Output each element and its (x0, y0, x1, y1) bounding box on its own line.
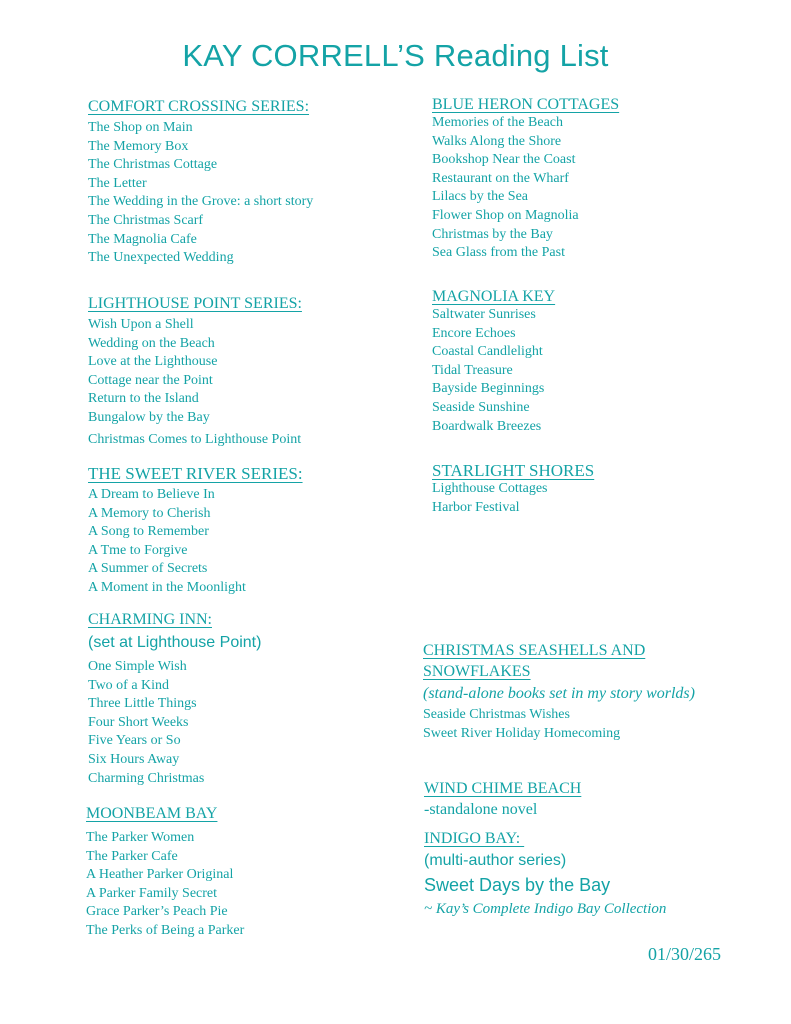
list-item: Grace Parker’s Peach Pie (86, 904, 228, 920)
list-item: Love at the Lighthouse (88, 354, 218, 370)
list-item: Bungalow by the Bay (88, 409, 210, 425)
list-item: The Magnolia Cafe (88, 231, 197, 247)
list-item: Christmas Comes to Lighthouse Point (88, 431, 302, 447)
list-item: Memories of the Beach (432, 115, 564, 130)
list-item: Christmas by the Bay (432, 226, 553, 242)
wind-chime-section (424, 779, 581, 825)
sweet-river-heading: THE SWEET RIVER SERIES: (88, 464, 303, 483)
list-item: One Simple Wish (88, 659, 187, 674)
list-item: A Song to Remember (88, 524, 209, 540)
magnolia-key-section (432, 287, 555, 436)
list-item: Seaside Christmas Wishes (423, 707, 570, 722)
comfort-crossing-list (88, 119, 313, 268)
date-stamp: 01/30/265 (648, 944, 722, 964)
list-item: Cottage near the Point (88, 372, 213, 388)
list-item: The Unexpected Wedding (88, 250, 234, 266)
indigo-bay-collection: ~ Kay’s Complete Indigo Bay Collection (424, 901, 667, 917)
list-item: Tidal Treasure (432, 362, 513, 378)
comfort-crossing-heading: COMFORT CROSSING SERIES: (88, 98, 310, 115)
wind-chime-note: -standalone novel (424, 801, 538, 818)
list-item: Charming Christmas (88, 770, 205, 786)
blue-heron-section (432, 95, 619, 263)
list-item: Saltwater Sunrises (432, 307, 536, 322)
list-item: The Wedding in the Grove: a short story (88, 194, 314, 210)
list-item: Return to the Island (88, 391, 199, 407)
starlight-shores-list (432, 480, 594, 517)
list-item: The Parker Cafe (86, 848, 178, 864)
christmas-seashells-heading-line2: SNOWFLAKES (423, 663, 531, 680)
christmas-seashells-list (423, 706, 743, 743)
list-item: Wedding on the Beach (88, 335, 215, 351)
blue-heron-list (432, 114, 619, 263)
list-item: A Tme to Forgive (88, 542, 188, 558)
list-item: Flower Shop on Magnolia (432, 207, 579, 223)
list-item: The Christmas Scarf (88, 212, 204, 228)
list-item: Sweet River Holiday Homecoming (423, 725, 621, 741)
list-item: Lilacs by the Sea (432, 189, 529, 205)
list-item: Three Little Things (88, 696, 197, 712)
indigo-bay-book: Sweet Days by the Bay (424, 875, 611, 895)
list-item: A Heather Parker Original (86, 867, 234, 883)
lighthouse-point-list (88, 316, 302, 449)
list-item: Six Hours Away (88, 751, 180, 767)
list-item: Seaside Sunshine (432, 399, 530, 415)
list-item: The Letter (88, 175, 147, 191)
list-item: Wish Upon a Shell (88, 317, 194, 332)
list-item: Two of a Kind (88, 677, 170, 693)
christmas-seashells-section (423, 641, 743, 743)
starlight-shores-section (432, 461, 594, 517)
charming-inn-section (88, 610, 261, 788)
magnolia-key-list (432, 306, 555, 436)
lighthouse-point-section (88, 294, 302, 449)
moonbeam-bay-section (86, 804, 244, 941)
moonbeam-bay-heading: MOONBEAM BAY (86, 805, 218, 822)
list-item: The Shop on Main (88, 120, 193, 135)
list-item: Harbor Festival (432, 499, 520, 515)
list-item: Sea Glass from the Past (432, 245, 565, 261)
charming-inn-subtitle: (set at Lighthouse Point) (88, 634, 262, 651)
list-item: Bayside Beginnings (432, 381, 545, 397)
blue-heron-heading: BLUE HERON COTTAGES (432, 96, 620, 113)
list-item: Encore Echoes (432, 325, 516, 341)
list-item: The Perks of Being a Parker (86, 922, 245, 938)
wind-chime-heading: WIND CHIME BEACH (424, 780, 582, 797)
page-title: KAY CORRELL’S Reading List (182, 38, 609, 73)
comfort-crossing-section (88, 97, 313, 268)
list-item: Four Short Weeks (88, 714, 189, 730)
starlight-shores-heading: STARLIGHT SHORES (432, 461, 595, 480)
lighthouse-point-heading: LIGHTHOUSE POINT SERIES: (88, 295, 302, 312)
christmas-seashells-heading-line1: CHRISTMAS SEASHELLS AND (423, 642, 646, 659)
indigo-bay-note: (multi-author series) (424, 852, 567, 869)
moonbeam-bay-list (86, 829, 244, 941)
list-item: A Dream to Believe In (88, 487, 215, 502)
magnolia-key-heading: MAGNOLIA KEY (432, 288, 556, 305)
list-item: Walks Along the Shore (432, 133, 562, 149)
sweet-river-section (88, 464, 303, 598)
christmas-seashells-note: (stand-alone books set in my story worlds) (423, 685, 695, 702)
charming-inn-heading: CHARMING INN: (88, 611, 212, 628)
list-item: The Memory Box (88, 138, 189, 154)
indigo-bay-section (424, 829, 666, 920)
list-item: The Christmas Cottage (88, 157, 218, 173)
list-item: Five Years or So (88, 733, 181, 749)
list-item: A Summer of Secrets (88, 561, 208, 577)
list-item: Boardwalk Breezes (432, 418, 542, 434)
list-item: Lighthouse Cottages (432, 481, 548, 496)
sweet-river-list (88, 486, 303, 598)
list-item: Bookshop Near the Coast (432, 152, 576, 168)
indigo-bay-heading: INDIGO BAY: (424, 830, 525, 847)
charming-inn-list (88, 658, 261, 788)
list-item: A Memory to Cherish (88, 505, 211, 521)
list-item: A Moment in the Moonlight (88, 579, 246, 595)
list-item: Restaurant on the Wharf (432, 170, 569, 186)
list-item: Coastal Candlelight (432, 344, 543, 360)
list-item: A Parker Family Secret (86, 885, 218, 901)
list-item: The Parker Women (86, 830, 195, 845)
